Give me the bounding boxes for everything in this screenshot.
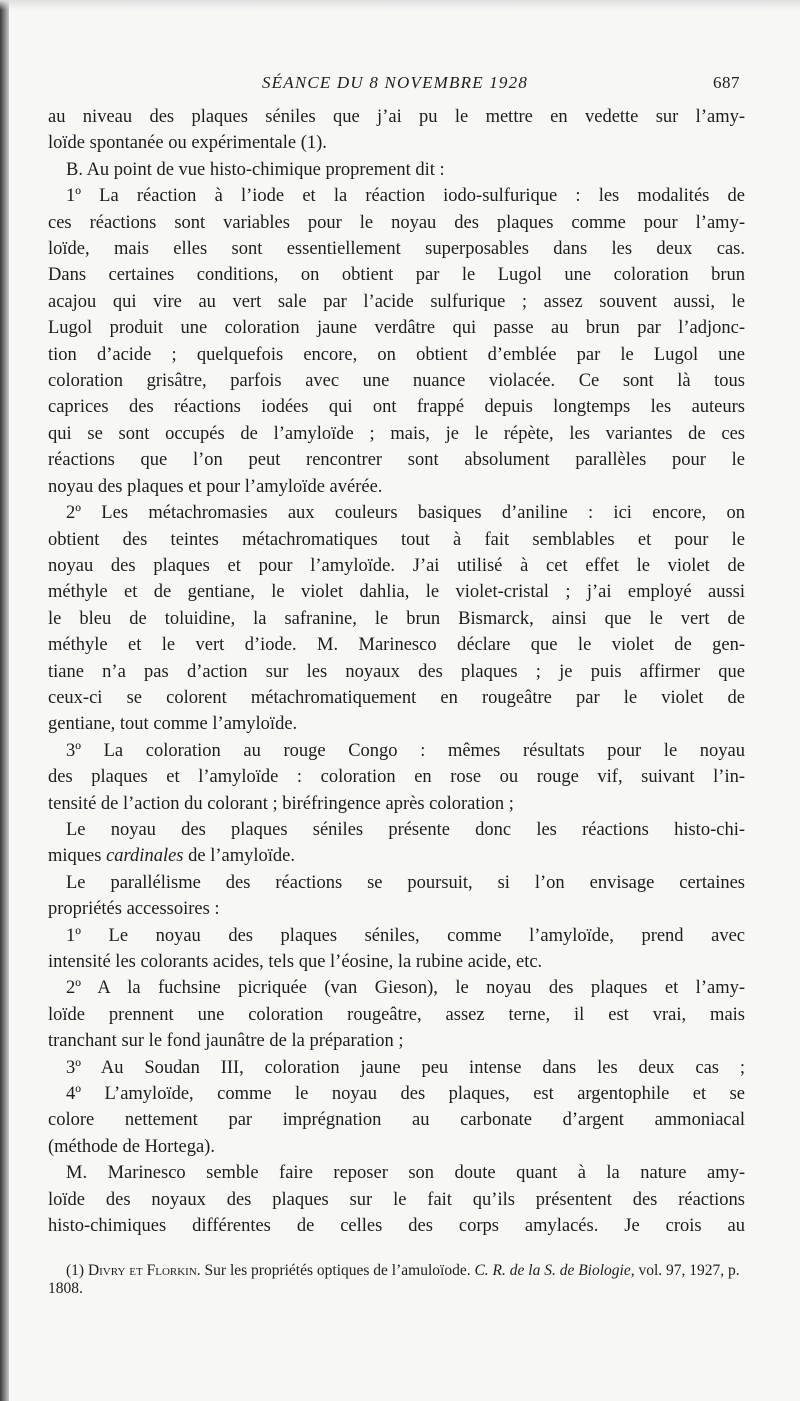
text-line: 1º Le noyau des plaques séniles, comme l’amyloïde, prend avec [66, 925, 745, 946]
text-line: Le parallélisme des réactions se poursuit, si l’on envisage certaines [66, 872, 745, 893]
text-line: réactions que l’on peut rencontrer sont absolument parallèles pour le [48, 450, 745, 471]
text-line: coloration grisâtre, parfois avec une nuance violacée. Ce sont là tous [48, 371, 745, 392]
text-line: des plaques et l’amyloïde : coloration en rose ou rouge vif, suivant l’in- [48, 767, 745, 788]
text-line: 4º L’amyloïde, comme le noyau des plaques, est argentophile et se [66, 1084, 745, 1105]
text-line: 1º La réaction à l’iode et la réaction iodo-sulfurique : les modalités de [66, 186, 745, 207]
text-line: miques cardinales de l’amyloïde. [48, 846, 295, 867]
text-line: méthyle et de gentiane, le violet dahlia, le violet-cristal ; j’ai employé aussi [48, 582, 745, 603]
text-line: loïde prennent une coloration rougeâtre, assez terne, il est vrai, mais [48, 1004, 745, 1025]
page-top-edge [0, 0, 800, 10]
page-binding-shadow [0, 0, 9, 1401]
footnote-reference: vol. 97, 1927, p. 1808. [48, 1262, 740, 1297]
text-line: gentiane, tout comme l’amyloïde. [48, 714, 298, 735]
text-line: acajou qui vire au vert sale par l’acide sulfurique ; assez souvent aussi, le [48, 291, 745, 312]
text-line: loïde spontanée ou expérimentale (1). [48, 133, 327, 154]
text-line: qui se sont occupés de l’amyloïde ; mais, je le répète, les variantes de ces [48, 423, 745, 444]
text-line: 2º A la fuchsine picriquée (van Gieson), le noyau des plaques et l’amy- [66, 978, 745, 999]
footnote [48, 1262, 745, 1298]
running-header [50, 73, 740, 97]
text-line: tensité de l’action du colorant ; biréfringence après coloration ; [48, 793, 514, 814]
text-line: 2º Les métachromasies aux couleurs basiques d’aniline : ici encore, on [66, 503, 745, 524]
emphasis: cardinales [106, 846, 184, 867]
text-line: (méthode de Hortega). [48, 1136, 215, 1157]
text-line: ceux-ci se colorent métachromatiquement en rougeâtre par le violet de [48, 687, 745, 708]
text-line: noyau des plaques et pour l’amyloïde avérée. [48, 476, 383, 497]
text-line: histo-chimiques différentes de celles des corps amylacés. Je crois au [48, 1216, 745, 1237]
text-line: 3º Au Soudan III, coloration jaune peu intense dans les deux cas ; [66, 1057, 745, 1078]
text-line: tranchant sur le fond jaunâtre de la préparation ; [48, 1031, 404, 1052]
text-line: obtient des teintes métachromatiques tout à fait semblables et pour le [48, 529, 745, 550]
text-line: B. Au point de vue histo-chimique proprement dit : [66, 159, 445, 180]
text-line: propriétés accessoires : [48, 899, 220, 920]
text-line: au niveau des plaques séniles que j’ai pu le mettre en vedette sur l’amy- [48, 107, 745, 127]
footnote-authors: Divry et Florkin. [87, 1262, 201, 1279]
text-line: loïde des noyaux des plaques sur le fait qu’ils présentent des réactions [48, 1189, 745, 1210]
text-line: 3º La coloration au rouge Congo : mêmes résultats pour le noyau [66, 740, 745, 761]
text-line: tiane n’a pas d’action sur les noyaux des plaques ; je puis affirmer que [48, 661, 745, 682]
text-line: Le noyau des plaques séniles présente donc les réactions histo-chi- [66, 819, 745, 840]
footnote-title: Sur les propriétés optiques de l’amuloïode. [204, 1262, 471, 1279]
text-line: intensité les colorants acides, tels que l’éosine, la rubine acide, etc. [48, 952, 543, 972]
text-line: méthyle et le vert d’iode. M. Marinesco déclare que le violet de gen- [48, 635, 745, 656]
text-line: Dans certaines conditions, on obtient par le Lugol une coloration brun [48, 265, 745, 286]
text-line: Lugol produit une coloration jaune verdâtre qui passe au brun par l’adjonc- [48, 318, 745, 339]
text-line: loïde, mais elles sont essentiellement superposables dans les deux cas. [48, 239, 745, 260]
page-number: 687 [713, 73, 740, 92]
text-line: ces réactions sont variables pour le noyau des plaques comme pour l’amy- [48, 212, 745, 233]
running-title: SÉANCE DU 8 NOVEMBRE 1928 [261, 73, 529, 92]
text-line: M. Marinesco semble faire reposer son doute quant à la nature amy- [66, 1163, 745, 1184]
footnote-journal: C. R. de la S. de Biologie, [474, 1262, 635, 1279]
text-line: noyau des plaques et pour l’amyloïde. J’ai utilisé à cet effet le violet de [48, 555, 745, 576]
text-line: colore nettement par imprégnation au carbonate d’argent ammoniacal [48, 1110, 745, 1131]
body-text [48, 104, 745, 1239]
text-line: caprices des réactions iodées qui ont frappé depuis longtemps les auteurs [48, 397, 745, 418]
footnote-marker: (1) [66, 1262, 85, 1279]
text-line: tion d’acide ; quelquefois encore, on obtient d’emblée par le Lugol une [48, 344, 745, 365]
text-line: le bleu de toluidine, la safranine, le brun Bismarck, ainsi que le vert de [48, 608, 745, 629]
